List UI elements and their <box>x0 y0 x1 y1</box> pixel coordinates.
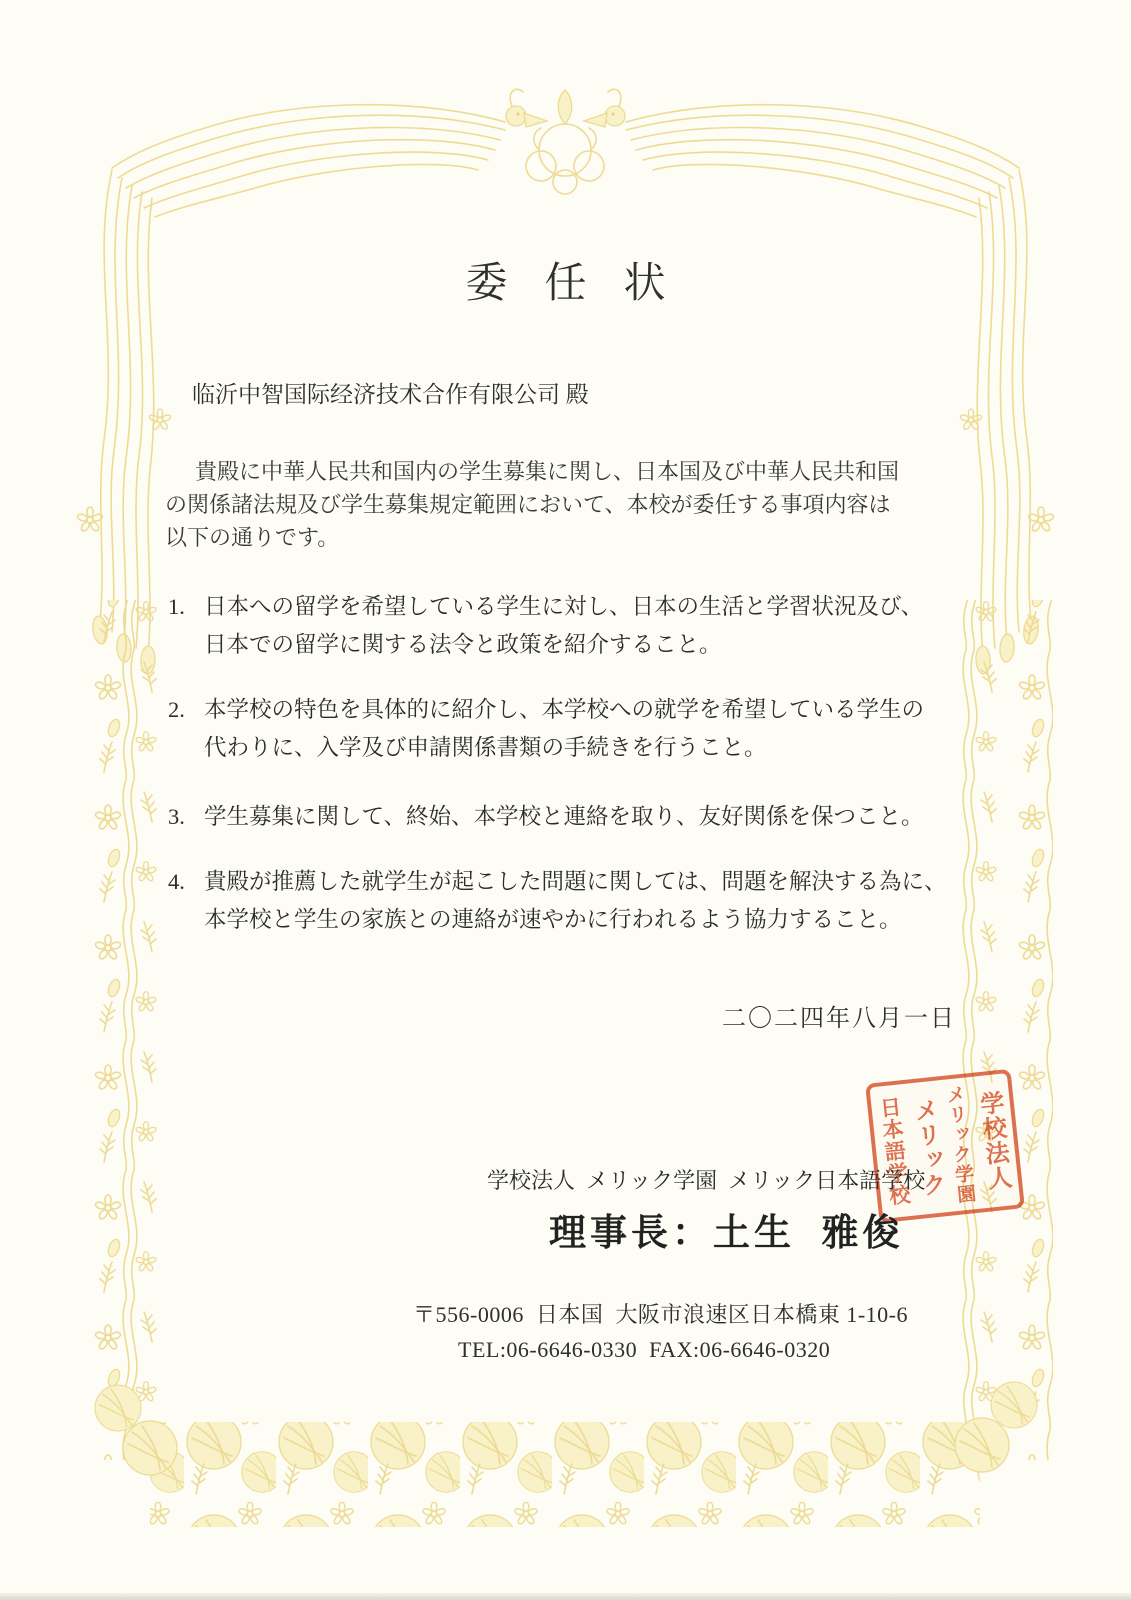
item-line: 代わりに、入学及び申請関係書類の手続きを行うこと。 <box>204 735 767 760</box>
postal-address-line: 〒556-0006 日本国 大阪市浪速区日本橋東 1-10-6 <box>413 1302 908 1327</box>
item-number: 2. <box>168 697 185 722</box>
item-line: 本学校の特色を具体的に紹介し、本学校への就学を希望している学生の <box>204 697 925 722</box>
list-item <box>168 863 958 939</box>
tel-fax-line: TEL:06-6646-0330 FAX:06-6646-0320 <box>458 1337 831 1362</box>
item-line: 学生募集に関して、終始、本学校と連絡を取り、友好関係を保つこと。 <box>204 804 924 829</box>
title-char: 任 <box>544 261 587 307</box>
title-char: 状 <box>623 261 666 307</box>
seal-column: メリック学園 <box>942 1083 977 1206</box>
school-name-line: 学校法人 メリック学園 メリック日本語学校 <box>487 1168 926 1193</box>
item-line: 日本での留学に関する法令と政策を紹介すること。 <box>204 632 722 657</box>
seal-column: メリック <box>908 1096 946 1199</box>
seal-column: 日本語学校 <box>876 1095 912 1208</box>
item-number: 1. <box>168 594 185 619</box>
intro-line: の関係諸法規及び学生募集規定範囲において、本校が委任する事項内容は <box>165 492 891 517</box>
date-line: 二〇二四年八月一日 <box>722 1006 956 1032</box>
document-title <box>0 250 1131 310</box>
item-line: 本学校と学生の家族との連絡が速やかに行われるよう協力すること。 <box>204 907 902 932</box>
addressee-line: 临沂中智国际经济技术合作有限公司 殿 <box>192 382 589 407</box>
list-item <box>168 798 958 836</box>
chairman-signature: 理事長：土生 雅俊 <box>549 1213 904 1254</box>
seal-column: 学校法人 <box>974 1089 1011 1193</box>
item-number: 3. <box>168 804 185 829</box>
intro-line: 貴殿に中華人民共和国内の学生募集に関し、日本国及び中華人民共和国 <box>195 459 900 484</box>
item-number: 4. <box>168 869 185 894</box>
list-item <box>168 588 958 664</box>
item-line: 日本への留学を希望している学生に対し、日本の生活と学習状況及び、 <box>204 594 924 619</box>
intro-paragraph <box>165 455 965 554</box>
school-seal-stamp <box>865 1069 1025 1223</box>
list-item <box>168 691 958 767</box>
intro-line: 以下の通りです。 <box>165 525 340 550</box>
title-char: 委 <box>465 261 508 307</box>
item-line: 貴殿が推薦した就学生が起こした問題に関しては、問題を解決する為に、 <box>204 869 947 894</box>
scan-edge-artifact <box>0 1593 1131 1600</box>
